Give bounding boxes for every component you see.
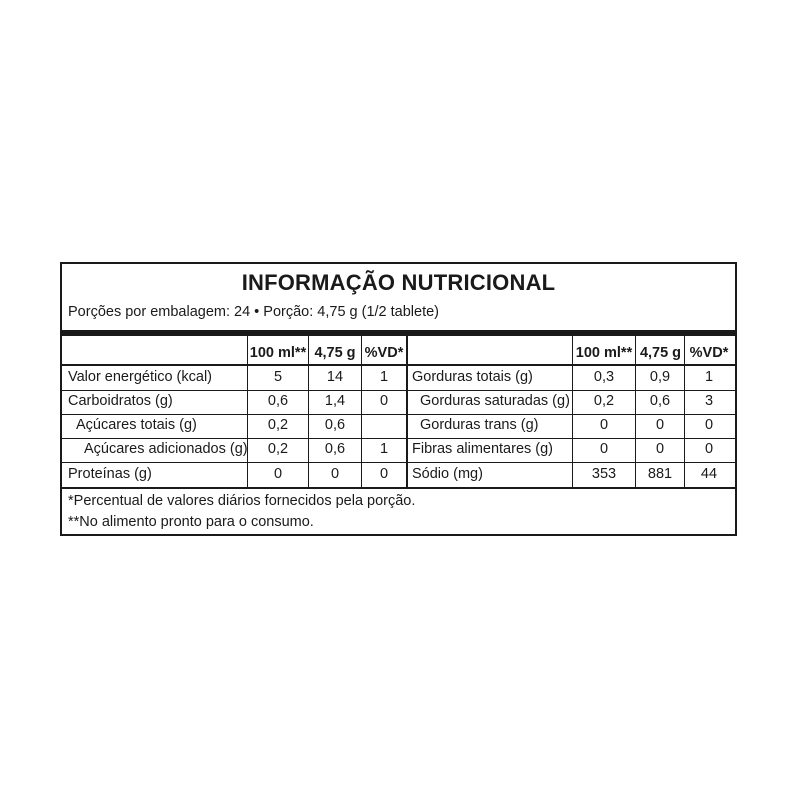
nutrient-label: Gorduras trans (g) [420,417,539,433]
col-header-vd-left: %VD* [364,345,404,361]
nutrient-label: Valor energético (kcal) [68,369,212,385]
col-divider [406,336,408,488]
col-header-100ml-right: 100 ml** [575,345,633,361]
nutrient-label: Proteínas (g) [68,466,152,482]
value-100ml: 0 [273,466,283,482]
servings-line: Porções por embalagem: 24 • Porção: 4,75 g (1/2 tablete) [68,304,440,320]
value-vd: 1 [379,441,389,457]
value-100ml: 5 [273,369,283,385]
value-vd: 1 [379,369,389,385]
value-100ml: 0,2 [593,393,615,409]
value-portion: 0 [330,466,340,482]
value-vd: 0 [379,466,389,482]
col-header-portion-left: 4,75 g [314,345,356,361]
nutrient-label: Fibras alimentares (g) [412,441,554,457]
nutrient-label: Açúcares adicionados (g) [84,441,248,457]
footnote-ready-to-consume: **No alimento pronto para o consumo. [68,514,314,530]
value-vd: 0 [704,441,714,457]
nutrient-label: Açúcares totais (g) [76,417,197,433]
col-header-portion-right: 4,75 g [639,345,682,361]
value-100ml: 0 [599,417,609,433]
value-100ml: 0,3 [593,369,615,385]
value-portion: 881 [647,466,673,482]
value-100ml: 0,6 [267,393,289,409]
value-portion: 0 [655,441,665,457]
value-portion: 0 [655,417,665,433]
label-title: INFORMAÇÃO NUTRICIONAL [241,270,556,295]
value-portion: 0,6 [649,393,671,409]
value-portion: 1,4 [324,393,346,409]
nutrient-label: Sódio (mg) [412,466,483,482]
value-vd: 0 [704,417,714,433]
nutrient-label: Gorduras totais (g) [412,369,533,385]
value-vd: 3 [704,393,714,409]
value-vd: 0 [379,393,389,409]
nutrient-label: Carboidratos (g) [68,393,173,409]
footnote-vd: *Percentual de valores diários fornecidos pela porção. [68,493,416,509]
value-vd: 44 [700,466,718,482]
value-100ml: 0,2 [267,441,289,457]
col-header-vd-right: %VD* [689,345,729,361]
nutrition-label [60,262,737,536]
value-100ml: 0 [599,441,609,457]
value-100ml: 0,2 [267,417,289,433]
nutrient-label: Gorduras saturadas (g) [420,393,570,409]
value-portion: 0,6 [324,441,346,457]
value-portion: 0,9 [649,369,671,385]
value-vd: 1 [704,369,714,385]
value-portion: 0,6 [324,417,346,433]
value-portion: 14 [326,369,344,385]
col-header-100ml-left: 100 ml** [249,345,307,361]
value-100ml: 353 [591,466,617,482]
